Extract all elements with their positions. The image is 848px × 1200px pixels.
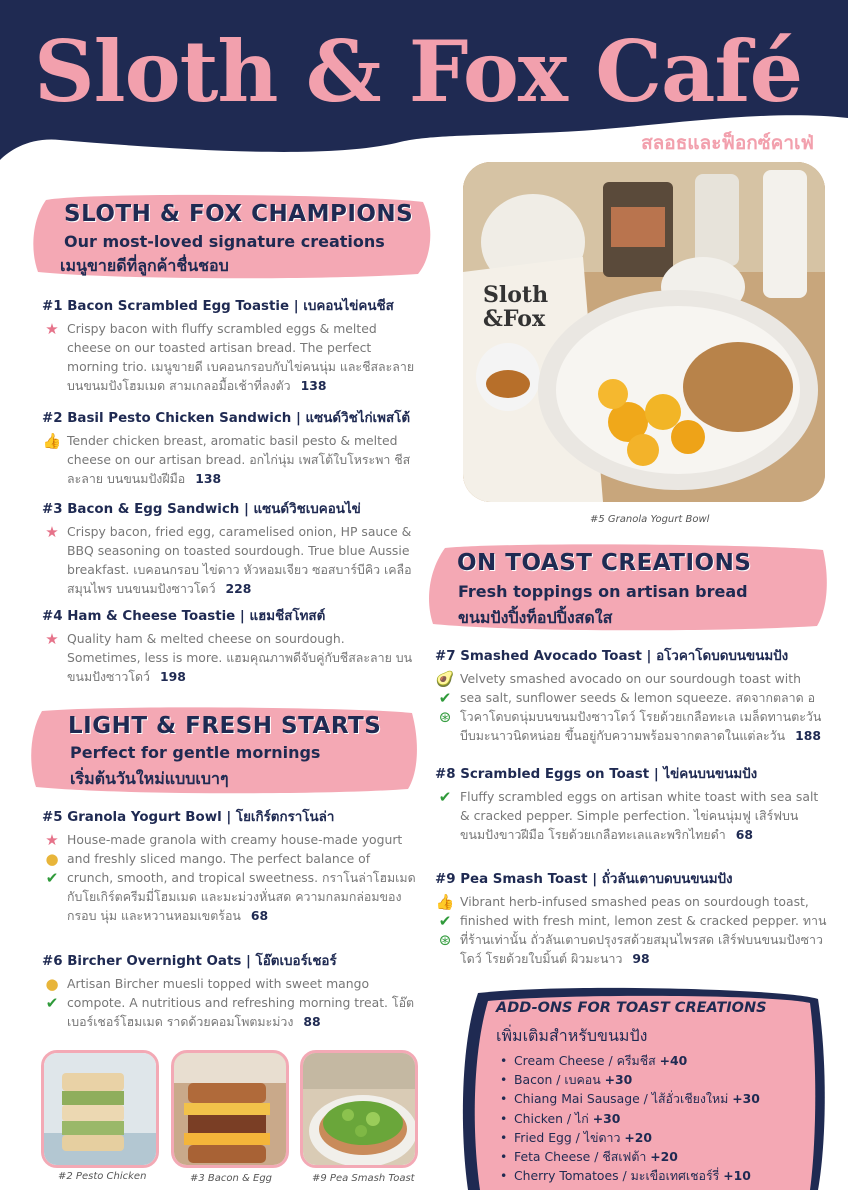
addons-panel bbox=[458, 985, 828, 1190]
menu-item-3 bbox=[42, 498, 417, 598]
item-description: Vibrant herb-infused smashed peas on sourdough toast, finished with fresh mint, lemon zest & cracked pepper. ทานที่ร้านเท่านั้น ถั่วลันเตาบดปรุงรสด้วยสมุนไพรสด เสิร์ฟบนขนมปังซาวโดว์ โรยด้วยใบมิ้นต์ ผิวมะนาว bbox=[460, 894, 827, 966]
item-description: House-made granola with creamy house-made yogurt and freshly sliced mango. The perfect balance of crunch, smooth, and tropical sweetness. กราโนล่าโฮมเมดกับโยเกิร์ตครีมมี่โฮมเมด และมะม่วงหั่นสด ความกลมกล่อมของกรอบ นุ่ม และหวานหอมเขตร้อน bbox=[67, 832, 416, 923]
svg-text:&Fox: &Fox bbox=[483, 306, 546, 332]
addons-list bbox=[514, 1051, 760, 1185]
list-item: • Feta Cheese / ชีสเฟต้า +20 bbox=[514, 1147, 760, 1166]
bacon-caption: #3 Bacon & Egg bbox=[190, 1173, 273, 1184]
honey-jar-icon: ● bbox=[45, 850, 59, 868]
item-title: #1 Bacon Scrambled Egg Toastie | เบคอนไข่คนชีส bbox=[42, 299, 394, 314]
item-title: #3 Bacon & Egg Sandwich | แซนด์วิชเบคอนไข่ bbox=[42, 502, 361, 517]
menu-item-6 bbox=[42, 950, 417, 1031]
pea-smash-photo bbox=[300, 1050, 418, 1168]
check-icon: ✔ bbox=[45, 994, 59, 1012]
item-description: Fluffy scrambled eggs on artisan white toast with sea salt & cracked pepper. Simple perfection. ไข่คนนุ่มฟู เสิร์ฟบนขนมปังขาวฝีมือ โรยด้วยเกลือทะเลและพริกไทยดำ bbox=[460, 789, 819, 842]
thumbs-up-icon: 👍 bbox=[42, 432, 62, 450]
honey-jar-icon: ● bbox=[45, 975, 59, 993]
menu-item-4 bbox=[42, 605, 417, 686]
toast-thai: ขนมปังปิ้งท็อปปิ้งสดใส bbox=[458, 608, 613, 627]
star-icon: ★ bbox=[45, 831, 59, 849]
item-title: #7 Smashed Avocado Toast | อโวคาโดบดบนขนมปัง bbox=[435, 649, 789, 664]
star-icon: ★ bbox=[45, 630, 59, 648]
item-description: Crispy bacon, fried egg, caramelised onion, HP sauce & BBQ seasoning on toasted sourdough. True blue Aussie breakfast. เบคอนกรอบ ไข่ดาว หัวหอมเจียว ซอสบาร์บีคิว เคลือสมุนไพร บนขนมปังซาวโดว์ bbox=[67, 524, 412, 596]
list-item: • Cherry Tomatoes / มะเขือเทศเชอร์รี่ +10 bbox=[514, 1166, 760, 1185]
toast-title: ON TOAST CREATIONS bbox=[457, 550, 752, 576]
item-price: 68 bbox=[735, 827, 753, 842]
item-description: Velvety smashed avocado on our sourdough toast with sea salt, sunflower seeds & lemon squeeze. สดจากตลาด อโวคาโดบดนุ่มบนขนมปังซาวโดว์ โรยด้วยเกลือทะเล เมล็ดทานตะวัน บีบมะนาวนิดหน่อย ขึ้นอยู่กับความพร้อมจากตลาดในแต่ละวัน bbox=[460, 671, 822, 743]
toast-banner bbox=[425, 540, 830, 632]
list-item: • Chicken / ไก่ +30 bbox=[514, 1109, 760, 1128]
addons-thai: เพิ่มเติมสำหรับขนมปัง bbox=[496, 1026, 648, 1045]
vegan-check-icon: ⊛ bbox=[438, 708, 452, 726]
vegan-check-icon: ⊛ bbox=[438, 931, 452, 949]
svg-text:Sloth: Sloth bbox=[483, 282, 549, 308]
menu-item-8 bbox=[435, 763, 825, 844]
item-title: #8 Scrambled Eggs on Toast | ไข่คนบนขนมปัง bbox=[435, 767, 758, 782]
item-title: #6 Bircher Overnight Oats | โอ๊ตเบอร์เชอร์ bbox=[42, 954, 337, 969]
item-title: #9 Pea Smash Toast | ถั่วลันเตาบดบนขนมปัง bbox=[435, 872, 733, 887]
item-title: #2 Basil Pesto Chicken Sandwich | แซนด์วิชไก่เพสโต้ bbox=[42, 411, 411, 426]
light-thai: เริ่มต้นวันใหม่แบบเบาๆ bbox=[70, 769, 229, 788]
bacon-egg-photo bbox=[171, 1050, 289, 1168]
champions-banner bbox=[28, 190, 438, 280]
item-description: Quality ham & melted cheese on sourdough. Sometimes, less is more. แฮมคุณภาพดีจับคู่กับชีสละลาย บนขนมปังซาวโดว์ bbox=[67, 631, 413, 684]
menu-item-9 bbox=[435, 868, 830, 968]
check-icon: ✔ bbox=[438, 689, 452, 707]
toast-subtitle: Fresh toppings on artisan bread bbox=[458, 582, 748, 601]
list-item: • Cream Cheese / ครีมชีส +40 bbox=[514, 1051, 760, 1070]
item-price: 138 bbox=[195, 471, 222, 486]
light-subtitle: Perfect for gentle mornings bbox=[70, 743, 321, 762]
thumbs-up-icon: 👍 bbox=[435, 893, 455, 911]
champions-thai: เมนูขายดีที่ลูกค้าชื่นชอบ bbox=[60, 256, 229, 275]
item-price: 98 bbox=[632, 951, 650, 966]
menu-item-5 bbox=[42, 806, 417, 925]
menu-item-1 bbox=[42, 295, 417, 395]
header bbox=[0, 0, 848, 175]
item-title: #4 Ham & Cheese Toastie | แฮมชีสโทสต์ bbox=[42, 609, 326, 624]
item-price: 138 bbox=[300, 378, 327, 393]
champions-title: SLOTH & FOX CHAMPIONS bbox=[64, 201, 414, 227]
item-description: Tender chicken breast, aromatic basil pesto & melted cheese on our artisan bread. อกไก่นุ่ม เพสโต้ใบโหระพา ชีสละลาย บนขนมปังฝีมือ bbox=[67, 433, 411, 486]
addons-title: ADD-ONS FOR TOAST CREATIONS bbox=[496, 1000, 767, 1016]
item-description: Artisan Bircher muesli topped with sweet mango compote. A nutritious and refreshing morning treat. โอ๊ตเบอร์เชอร์โฮมเมด ราดด้วยคอมโพตมะม่วง bbox=[67, 976, 415, 1029]
light-banner bbox=[28, 703, 420, 795]
check-icon: ✔ bbox=[438, 788, 452, 806]
list-item: • Fried Egg / ไข่ดาว +20 bbox=[514, 1128, 760, 1147]
light-title: LIGHT & FRESH STARTS bbox=[68, 713, 382, 739]
check-icon: ✔ bbox=[45, 869, 59, 887]
item-description: Crispy bacon with fluffy scrambled eggs & melted cheese on our toasted artisan bread. The perfect morning trio. เมนูขายดี เบคอนกรอบกับไข่คนนุ่ม และชีสละลาย บนขนมปังโฮมเมด สามเกลอมื้อเช้าที่ลงตัว bbox=[67, 321, 415, 393]
check-icon: ✔ bbox=[438, 912, 452, 930]
champions-subtitle: Our most-loved signature creations bbox=[64, 232, 385, 251]
item-price: 68 bbox=[250, 908, 269, 923]
cafe-title: Sloth & Fox Café bbox=[34, 22, 803, 121]
item-title: #5 Granola Yogurt Bowl | โยเกิร์ตกราโนล่า bbox=[42, 810, 335, 825]
pesto-chicken-photo bbox=[41, 1050, 159, 1168]
item-price: 198 bbox=[160, 669, 186, 684]
item-price: 228 bbox=[225, 581, 252, 596]
avocado-icon: 🥑 bbox=[435, 670, 455, 688]
main-photo-caption: #5 Granola Yogurt Bowl bbox=[590, 514, 710, 525]
list-item: • Bacon / เบคอน +30 bbox=[514, 1070, 760, 1089]
star-icon: ★ bbox=[45, 320, 59, 338]
pea-caption: #9 Pea Smash Toast bbox=[312, 1173, 415, 1184]
granola-bowl-photo bbox=[463, 162, 825, 502]
star-icon: ★ bbox=[45, 523, 59, 541]
cafe-title-thai: สลอธและฟ็อกซ์คาเฟ่ bbox=[641, 132, 814, 154]
menu-item-7 bbox=[435, 645, 825, 745]
pesto-caption: #2 Pesto Chicken bbox=[58, 1171, 147, 1182]
item-price: 188 bbox=[795, 728, 822, 743]
item-price: 88 bbox=[303, 1014, 321, 1029]
menu-item-2 bbox=[42, 407, 417, 488]
list-item: • Chiang Mai Sausage / ไส้อั่วเชียงใหม่ +30 bbox=[514, 1089, 760, 1108]
